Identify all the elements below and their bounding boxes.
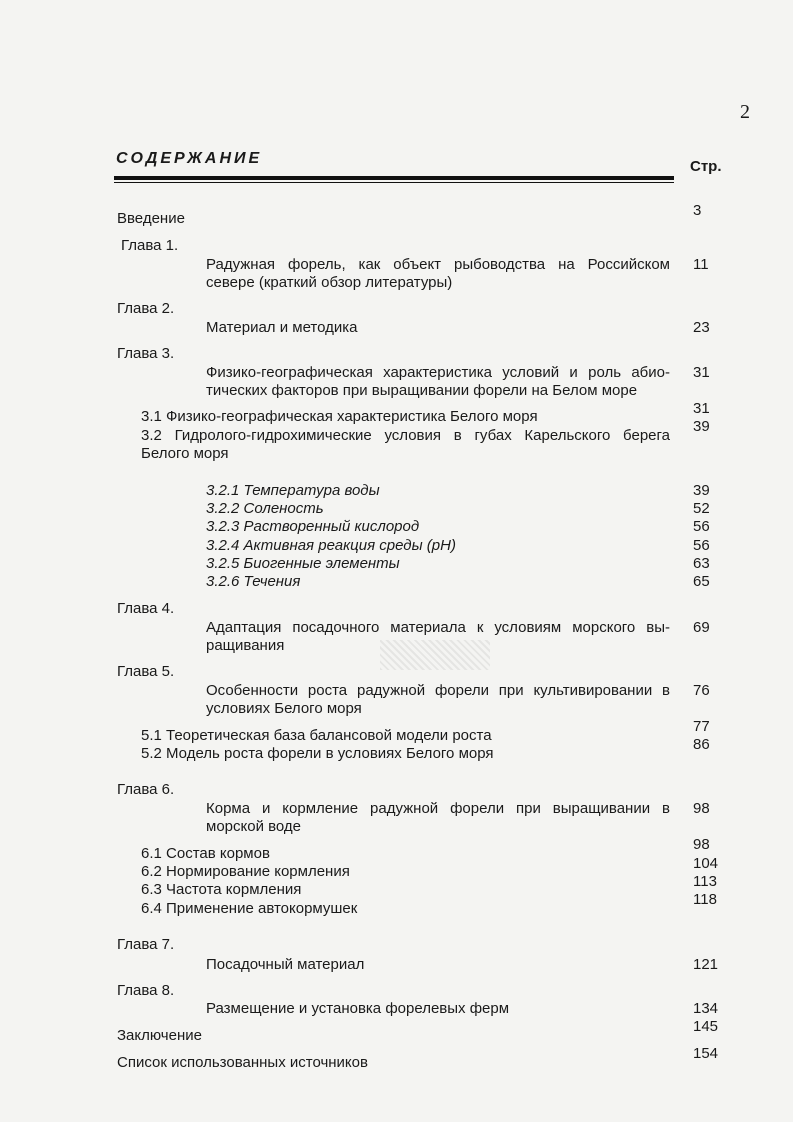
chapter2-page: 23 [693, 319, 710, 336]
subsection-3-2-3-page: 56 [693, 518, 710, 535]
chapter3-title-line2: тических факторов при выращивании форели на Белом море [206, 382, 638, 399]
section-6-4-page: 118 [693, 891, 717, 908]
chapter4-title-line1: Адаптация посадочного материала к условиям морского вы- [206, 619, 670, 636]
subsection-3-2-4-page: 56 [693, 537, 710, 554]
subsection-3-2-6-page: 65 [693, 573, 710, 590]
chapter5-label: Глава 5. [117, 663, 175, 680]
chapter4-page: 69 [693, 619, 710, 636]
subsection-3-2-1-page: 39 [693, 482, 710, 499]
references-page: 154 [693, 1045, 719, 1062]
section-6-1-page: 98 [693, 836, 710, 853]
chapter3-page: 31 [693, 364, 710, 381]
section-6-2: 6.2 Нормирование кормления [141, 863, 350, 880]
section-5-1-page: 77 [693, 718, 710, 735]
toc-title: СОДЕРЖАНИЕ [116, 150, 263, 167]
faint-stamp-mark [380, 640, 490, 670]
chapter1-title [206, 256, 670, 292]
chapter5-title [206, 682, 670, 718]
subsection-3-2-2: 3.2.2 Соленость [206, 500, 324, 517]
chapter6-title-line1: Корма и кормление радужной форели при выращивании в [206, 800, 670, 817]
chapter4-label: Глава 4. [117, 600, 175, 617]
chapter6-title [206, 800, 670, 836]
chapter6-title-line2: морской воде [206, 818, 302, 835]
chapter5-title-line1: Особенности роста радужной форели при культивировании в [206, 682, 670, 699]
page-number: 2 [740, 101, 750, 123]
section-5-2: 5.2 Модель роста форели в условиях Белого моря [141, 745, 494, 762]
section-3-2-line2: Белого моря [141, 445, 229, 462]
chapter8-title: Размещение и установка форелевых ферм [206, 1000, 510, 1017]
section-6-3-page: 113 [693, 873, 717, 890]
page-column-header: Стр. [690, 158, 722, 175]
subsection-3-2-6: 3.2.6 Течения [206, 573, 301, 590]
section-3-1: 3.1 Физико-географическая характеристика Белого моря [141, 408, 538, 425]
subsection-3-2-1: 3.2.1 Температура воды [206, 482, 380, 499]
title-rule-thin [114, 182, 674, 183]
section-6-3: 6.3 Частота кормления [141, 881, 302, 898]
chapter7-title: Посадочный материал [206, 956, 365, 973]
chapter1-page: 11 [693, 256, 709, 273]
section-5-1: 5.1 Теоретическая база балансовой модели роста [141, 727, 492, 744]
intro-page: 3 [693, 202, 702, 219]
chapter8-label: Глава 8. [117, 982, 175, 999]
subsection-3-2-5: 3.2.5 Биогенные элементы [206, 555, 400, 572]
chapter3-title [206, 364, 670, 400]
conclusion-label: Заключение [117, 1027, 202, 1044]
chapter2-label: Глава 2. [117, 300, 175, 317]
intro-label: Введение [117, 210, 185, 227]
chapter3-title-line1: Физико-географическая характеристика условий и роль абио- [206, 364, 670, 381]
subsection-3-2-5-page: 63 [693, 555, 710, 572]
chapter8-page: 134 [693, 1000, 719, 1017]
chapter4-title-line2: ращивания [206, 637, 285, 654]
title-rule-thick [114, 176, 674, 180]
chapter5-page: 76 [693, 682, 710, 699]
chapter3-label: Глава 3. [117, 345, 175, 362]
section-3-2-page: 39 [693, 418, 710, 435]
subsection-3-2-2-page: 52 [693, 500, 710, 517]
chapter6-label: Глава 6. [117, 781, 175, 798]
chapter1-label: Глава 1. [121, 237, 179, 254]
subsection-3-2-4: 3.2.4 Активная реакция среды (pH) [206, 537, 456, 554]
chapter5-title-line2: условиях Белого моря [206, 700, 362, 717]
section-5-2-page: 86 [693, 736, 710, 753]
section-3-2 [141, 427, 670, 463]
chapter1-title-line2: севере (краткий обзор литературы) [206, 274, 453, 291]
chapter7-page: 121 [693, 956, 719, 973]
chapter6-page: 98 [693, 800, 710, 817]
chapter7-label: Глава 7. [117, 936, 175, 953]
subsection-3-2-3: 3.2.3 Растворенный кислород [206, 518, 420, 535]
section-6-1: 6.1 Состав кормов [141, 845, 270, 862]
chapter2-title: Материал и методика [206, 319, 358, 336]
references-label: Список использованных источников [117, 1054, 368, 1071]
conclusion-page: 145 [693, 1018, 719, 1035]
section-3-1-page: 31 [693, 400, 710, 417]
section-6-4: 6.4 Применение автокормушек [141, 900, 358, 917]
section-6-2-page: 104 [693, 855, 719, 872]
chapter1-title-line1: Радужная форель, как объект рыбоводства на Российском [206, 256, 670, 273]
section-3-2-line1: 3.2 Гидролого-гидрохимические условия в губах Карельского берега [141, 427, 670, 444]
